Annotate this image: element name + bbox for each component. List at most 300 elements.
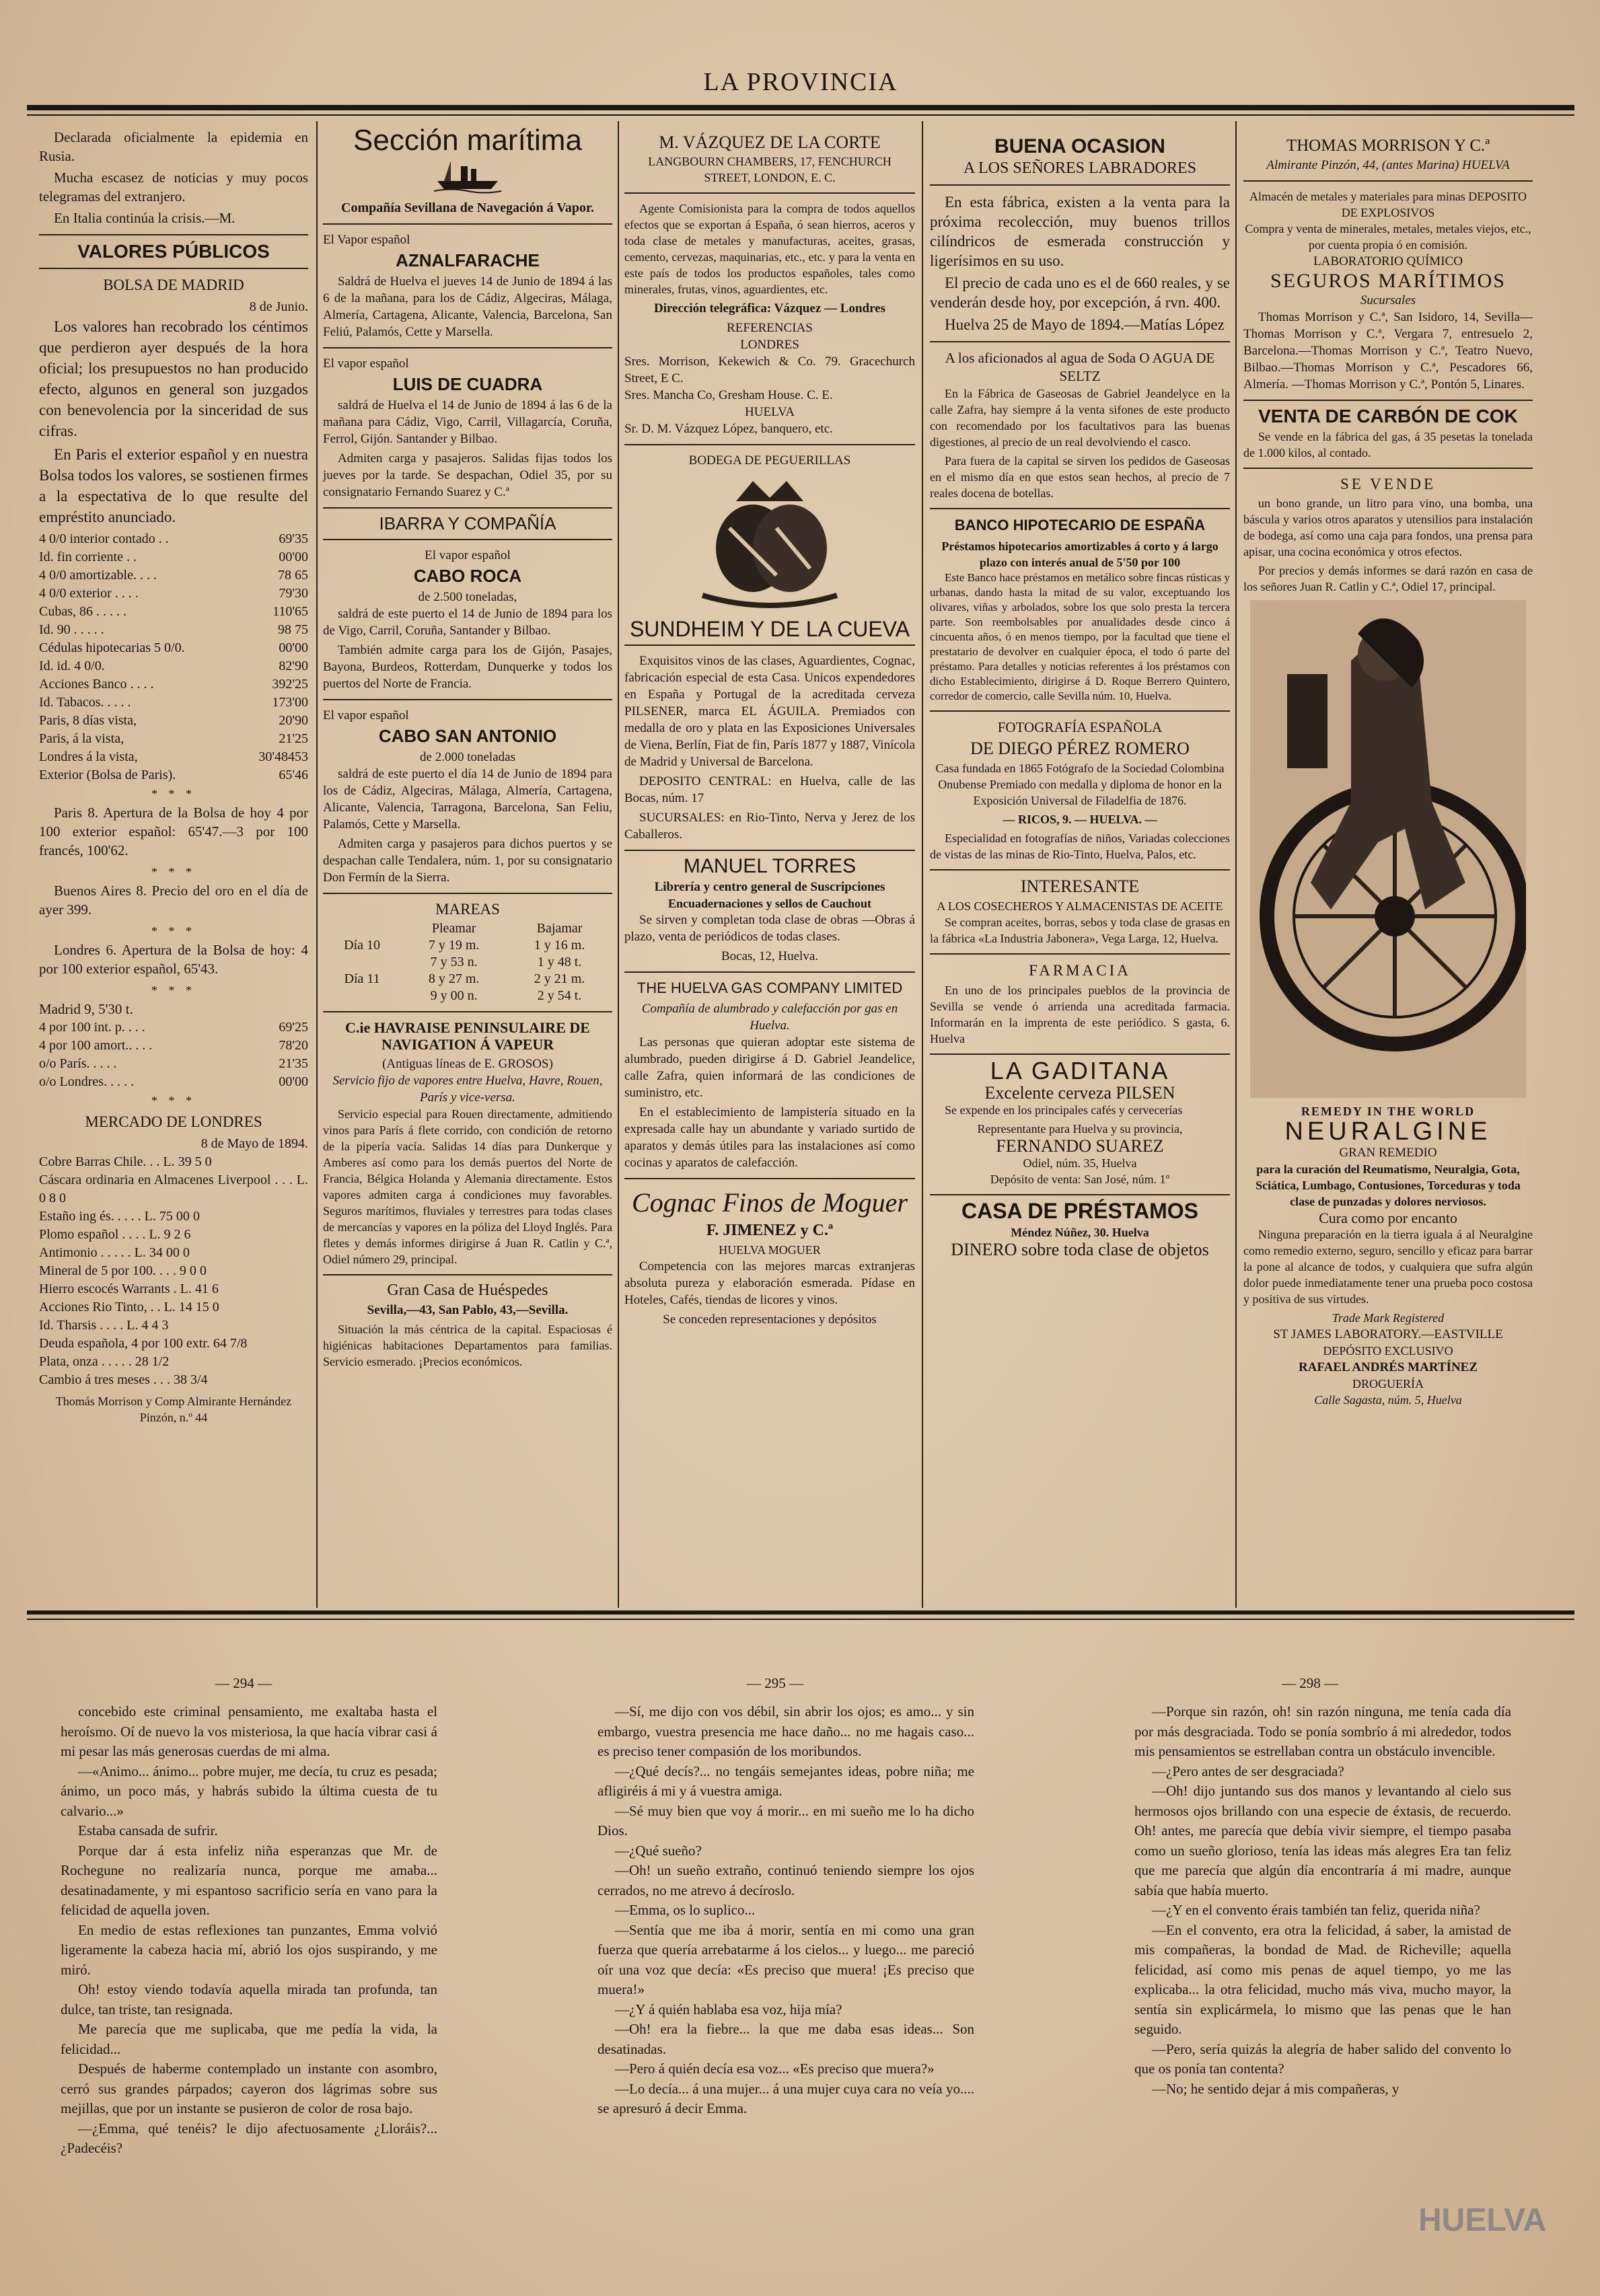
signature: Thomás Morrison y Comp Almirante Hernández Pinzón, n.º 44 xyxy=(55,1395,292,1424)
bodega-title: BODEGA DE PEGUERILLAS xyxy=(688,453,851,468)
folletin-paragraph: —Emma, os lo suplico... xyxy=(615,1902,756,1918)
madrid-quotes xyxy=(39,1019,308,1091)
havraise-text: Servicio especial para Rouen directamente, admitiendo vinos para París á flete corrido, con condición de retorno de la pipería vacía. Salidas 14 días para Dunkerque y Amberes así como para los demás puertos del Norte de Francia, Bélgica Holanda y Alemania directamente. Estos vapores admiten carga á condiciones muy favorables. Seguros marítimos, fluviales y terrestres para todas clases de mercancías y vapores en la póliza del Lloyd Inglés. Para fletes y demás informes dirigirse á Juan R. Catlin y C.ª, Odiel número 29, principal. xyxy=(323,1107,612,1266)
divider xyxy=(624,444,915,445)
divider xyxy=(930,508,1230,509)
quote-value: 00'00 xyxy=(279,640,308,655)
drogueria: DROGUERÍA xyxy=(1352,1377,1424,1391)
interesante-title: INTERESANTE xyxy=(1020,877,1140,896)
gaditana-deposito: Depósito de venta: San José, núm. 1º xyxy=(990,1173,1170,1186)
vazquez-text: Agente Comisionista para la compra de todos aquellos efectos que se exportan á España, ó sean hierros, aceros y toda clase de metales y manufacturas, aceites, grasas, cemento, cervezas, maquinarias, etc., etc. y para la venta en este país de todos los productos españoles, tales como minerales, frutas, vinos, aguardientes, etc. xyxy=(624,202,915,296)
ship-text: saldrá de Huelva el 14 de Junio de 1894 á las 6 de la mañana para Cádiz, Vigo, Carril, Villagarcía, Coruña, Ferrol, Gijón. Santander y Bilbao. xyxy=(323,398,612,446)
laboratorio-title: LABORATORIO QUÍMICO xyxy=(1313,254,1463,268)
havraise-italic: Servicio fijo de vapores entre Huelva, Havre, Rouen, París y vice-versa. xyxy=(332,1074,603,1105)
quote-label: Deuda española, 4 por 100 extr. 64 7/8 xyxy=(39,1336,248,1351)
torres-sub2: Encuadernaciones y sellos de Cauchout xyxy=(667,897,872,910)
folletin-paragraph: —¿Pero antes de ser desgraciada? xyxy=(1152,1763,1344,1779)
buenos-aires-quote: Buenos Aires 8. Precio del oro en el día de ayer 399. xyxy=(39,883,308,918)
cura-title: Cura como por encanto xyxy=(1319,1210,1457,1226)
quote-label: Cáscara ordinaria en Almacenes Liverpool . . . L. 0 8 0 xyxy=(39,1173,308,1206)
mareas-cell: 2 y 21 m. xyxy=(534,971,585,986)
folletin-paragraph: En medio de estas reflexiones tan punzantes, Emma volvió ligeramente la cabeza hacia mí, abrió los ojos suspirando, y me miró. xyxy=(61,1921,437,1978)
column-anuncios xyxy=(930,133,1230,1259)
ship-pre: El vapor español xyxy=(323,357,409,371)
divider xyxy=(1243,400,1533,401)
page-number: — 298 — xyxy=(1282,1675,1338,1691)
divider xyxy=(930,184,1230,186)
farmacia-text: En uno de los principales pueblos de la provincia de Sevilla se vende ó arrienda una acreditada farmacia. Informarán en la imprenta de este periódico. S gasta, 6. Huelva xyxy=(930,984,1230,1045)
quote-row xyxy=(39,1055,308,1073)
ship-text: Admiten carga y pasajeros. Salidas fijas todos los jueves por la tarde. Se despachan, Odiel 35, por su consignatario Fernando Suarez y C.ª xyxy=(323,451,612,499)
separator-stars: * * * xyxy=(151,984,196,997)
morrison-text: Almacén de metales y materiales para minas DEPOSITO DE EXPLOSIVOS xyxy=(1249,190,1527,219)
foto-addr: — RICOS, 9. — HUELVA. — xyxy=(1003,813,1157,826)
quote-label: Id. id. 4 0/0. xyxy=(39,659,105,673)
separator-stars: * * * xyxy=(151,924,196,938)
neuralgine-text: para la curación del Reumatismo, Neuralgia, Gota, Sciática, Lumbago, Contusiones, Torceduras y toda clase de punzadas y dolores nerviosos. xyxy=(1256,1162,1521,1208)
quote-label: Hierro escocés Warrants . L. 41 6 xyxy=(39,1282,219,1296)
quote-label: 4 0/0 amortizable. . . . xyxy=(39,568,157,583)
quote-value: 98 75 xyxy=(278,622,308,637)
divider xyxy=(323,539,612,540)
folletin-paragraph: concebido este criminal pensamiento, me exaltaba hasta el heroísmo. Oí de nuevo la vos misteriosa, la que hacía vibrar casi á mi pesar las más generosas cuerdas de mi alma. xyxy=(61,1703,437,1759)
sucursales-title: Sucursales xyxy=(1360,293,1416,307)
ship-text: También admite carga para los de Gijón, Pasajes, Bayona, Burdeos, Rotterdam, Dunquerke y todos los puertos del Norte de Francia. xyxy=(323,643,612,691)
foto-name: DE DIEGO PÉREZ ROMERO xyxy=(970,739,1190,758)
mareas-header: Pleamar xyxy=(431,921,476,936)
morrison-addr: Almirante Pinzón, 44, (antes Marina) HUELVA xyxy=(1266,158,1510,172)
folletin-paragraph: —«Animo... ánimo... pobre mujer, me decía, tu cruz es pesada; ánimo, un poco más, y habrás subido la última cuesta de tu calvario...» xyxy=(61,1763,437,1819)
jimenez-loc: HUELVA MOGUER xyxy=(719,1243,821,1257)
masthead-rule xyxy=(27,105,1574,110)
folletin-paragraph: Me parecía que me suplicaba, que me pedía la vida, la felicidad... xyxy=(61,2021,437,2057)
ship-pre: El Vapor español xyxy=(323,233,410,247)
quote-row xyxy=(39,1353,308,1371)
vazquez-telegr: Dirección telegráfica: Vázquez — Londres xyxy=(653,301,886,316)
divider xyxy=(39,268,308,269)
quote-label: Id. fin corriente . . xyxy=(39,550,137,564)
carbon-text: Se vende en la fábrica del gas, á 35 pesetas la tonelada de 1.000 kilos, al contado. xyxy=(1243,430,1533,459)
mareas-cell: 2 y 54 t. xyxy=(537,988,582,1003)
prestamos-title: CASA DE PRÉSTAMOS xyxy=(961,1199,1199,1223)
huespedes-title: Gran Casa de Huéspedes xyxy=(387,1282,548,1299)
quote-row xyxy=(39,1019,308,1037)
valores-title: VALORES PÚBLICOS xyxy=(77,241,270,262)
foto-text: Especialidad en fotografías de niños, Variadas colecciones de vistas de las minas de Rio-Tinto, Huelva, Palos, etc. xyxy=(930,831,1230,861)
column-rule xyxy=(316,121,318,1608)
vende-title: SE VENDE xyxy=(1340,476,1437,492)
news-line: En Italia continúa la crisis.—M. xyxy=(54,210,235,226)
quote-row xyxy=(39,1298,308,1317)
quote-label: Estaño ing és. . . . . L. 75 00 0 xyxy=(39,1209,200,1224)
soda-text: En la Fábrica de Gaseosas de Gabriel Jeandelyce en la calle Zafra, hay siempre á la venta sifones de este producto con recomendado por los facultativos para las buenas digestiones, al precio de un real devolviendo el casco. xyxy=(930,387,1230,449)
ref-line: Sres. Morrison, Kekewich & Co. 79. Gracechurch Street, E C. xyxy=(624,355,915,385)
quote-row xyxy=(39,675,308,694)
quote-value: 69'25 xyxy=(279,1020,308,1035)
page-number: — 294 — xyxy=(215,1675,272,1691)
folletin-paragraph: —Pero á quién decía esa voz... «Es preciso que muera?» xyxy=(615,2061,935,2077)
masthead-rule-thin xyxy=(27,114,1574,116)
sundheim-text: Exquisitos vinos de las clases, Aguardientes, Cognac, fabricación especial de esta Casa. Unicos expendedores en España y Portugal de la acreditada cerveza PILSENER, marca EL ÁGUILA. Premiados con medalla de oro y plata en las Exposiciones Universales de Viena, Berlín, Fiat de fin, París 1877 y 1887, Vinícola de Madrid y Universal de Barcelona. xyxy=(624,654,915,769)
havraise-title: C.ie HAVRAISE PENINSULAIRE DE NAVIGATION Á VAPEUR xyxy=(345,1019,590,1053)
steamship-icon xyxy=(431,154,505,194)
sucursales-text: Thomas Morrison y C.ª, San Isidoro, 14, Sevilla—Thomas Morrison y C.ª, Vergara 7, entresuelo 2, Barcelona.—Thomas Morrison y C.ª, Teatro Nuevo, Bilbao.—Thomas Morrison y C.ª, Pescadores 66, Almería. —Thomas Morrison y C.ª, Pontón 5, Linares. xyxy=(1243,310,1533,392)
folletin-column xyxy=(597,1702,974,2119)
quote-row xyxy=(39,1073,308,1091)
divider xyxy=(323,893,612,894)
section-title: Sección marítima xyxy=(353,124,582,157)
gas-title: THE HUELVA GAS COMPANY LIMITED xyxy=(637,979,903,996)
divider xyxy=(930,1053,1230,1055)
company-name: Compañía Sevillana de Navegación á Vapor. xyxy=(341,200,594,215)
column-valores xyxy=(39,128,308,1425)
quotes-table xyxy=(39,530,308,784)
buena-text: El precio de cada uno es el de 660 reales, y se venderán desde hoy, por excepción, á rvn. 400. xyxy=(930,274,1230,311)
divider xyxy=(624,192,915,194)
mareas-header: Bajamar xyxy=(536,921,583,936)
quote-label: o/o Londres. . . . . xyxy=(39,1074,135,1089)
column-morrison xyxy=(1243,135,1533,1408)
mercado-title: MERCADO DE LONDRES xyxy=(85,1113,262,1130)
ship-pre: El vapor español xyxy=(425,548,511,562)
gaditana-text: Se expende en los principales cafés y cervecerías xyxy=(945,1103,1183,1117)
foto-sub: Casa fundada en 1865 Fotógrafo de la Sociedad Colombina Onubense Premiado con medalla y diploma de honor en la Exposición Universal de Filadelfia de 1876. xyxy=(935,762,1225,807)
news-line: Declarada oficialmente la epidemia en Rusia. xyxy=(39,129,308,164)
quote-row xyxy=(39,766,308,784)
havraise-sub: (Antiguas líneas de E. GROSOS) xyxy=(382,1057,553,1071)
divider xyxy=(930,869,1230,871)
quote-label: o/o París. . . . . xyxy=(39,1056,117,1071)
news-line: Mucha escasez de noticias y muy pocos telegramas del extranjero. xyxy=(39,170,308,205)
archive-seal xyxy=(1418,2202,1566,2283)
quote-value: 30'48453 xyxy=(258,749,308,764)
folletin-paragraph: —Pero, sería quizás la alegría de haber salido del convento lo que os ponía tan contenta? xyxy=(1134,2040,1511,2077)
quote-row xyxy=(39,1280,308,1298)
quote-row xyxy=(39,639,308,657)
folletin-paragraph: —Porque sin razón, oh! sin razón ninguna, me tenía cada día por más desgraciada. Todo se ponía sombrío á mi alrededor, todos mis pensamientos se estrellaban contra un obstáculo invencible. xyxy=(1134,1703,1511,1759)
buena-title: BUENA OCASION xyxy=(994,135,1165,157)
trade-mark: Trade Mark Registered xyxy=(1332,1311,1445,1325)
quote-label: Id. Tharsis . . . . L. 4 4 3 xyxy=(39,1318,169,1333)
interesante-sub: A LOS COSECHEROS Y ALMACENISTAS DE ACEITE xyxy=(937,899,1223,913)
quote-row xyxy=(39,694,308,712)
ship-text: Saldrá de Huelva el jueves 14 de Junio de 1894 á las 6 de la mañana, para los de Cádiz, Algeciras, Málaga, Almería, Cartagena, Alicante, Valencia, Barcelona, San Feliú, Palamós, Cette y Marsella. xyxy=(323,274,612,339)
divider xyxy=(1243,468,1533,469)
ship-name: LUIS DE CUADRA xyxy=(392,374,543,394)
divider xyxy=(624,644,915,646)
quote-row xyxy=(39,603,308,621)
ref-city: LONDRES xyxy=(740,338,799,352)
gas-text: En el establecimiento de lampistería situado en la expresada calle hay un abundante y variado surtido de aparatos y demás útiles para las instalaciones así como cocinas y aparatos de calefacción. xyxy=(624,1105,915,1170)
ship-text: saldrá de este puerto el 14 de Junio de 1894 para los de Vigo, Carril, Coruña, Santander y Bilbao. xyxy=(323,607,612,638)
divider xyxy=(930,1194,1230,1195)
deposito-exclusivo: DEPÓSITO EXCLUSIVO xyxy=(1323,1344,1453,1358)
folletin-paragraph: —¿Y á quién hablaba esa voz, hija mía? xyxy=(615,2001,842,2017)
quote-label: Acciones Banco . . . . xyxy=(39,677,154,692)
paris-quote: Paris 8. Apertura de la Bolsa de hoy 4 por 100 exterior español: 65'47.—3 por 100 francés, 100'62. xyxy=(39,805,308,858)
quote-value: 392'25 xyxy=(272,677,308,692)
separator-stars: * * * xyxy=(151,865,196,879)
folletin-paragraph: —Sí, me dijo con vos débil, sin abrir los ojos; es amo... y sin embargo, vuestra presencia me hace daño... no me hagais caso... es preciso tener compasión de los moribundos. xyxy=(597,1703,974,1759)
folletin-paragraph: Oh! estoy viendo todavía aquella mirada tan profunda, tan dulce, tan triste, tan resignada. xyxy=(61,1981,437,2017)
ref-line: Sres. Mancha Co, Gresham House. C. E. xyxy=(624,388,833,402)
page-number: — 295 — xyxy=(747,1675,803,1691)
mareas-title: MAREAS xyxy=(435,901,500,918)
folletin-paragraph: —¿Emma, qué tenéis? le dijo afectuosamente ¿Lloráis?... ¿Padecéis? xyxy=(61,2120,437,2156)
mareas-cell: 1 y 48 t. xyxy=(537,955,582,969)
divider xyxy=(930,953,1230,955)
quote-value: 173'00 xyxy=(272,695,308,710)
mareas-cell: 9 y 00 n. xyxy=(430,988,478,1003)
torres-title: MANUEL TORRES xyxy=(683,855,857,877)
prestamos-addr: Méndez Núñez, 30. Huelva xyxy=(1011,1226,1149,1239)
folletin-paragraph: —¿Qué decís?... no tengáis semejantes ideas, pobre niña; me afligiréis á mi y á vuestra amiga. xyxy=(597,1763,974,1799)
vende-text: Por precios y demás informes se dará razón en casa de los señores Juan R. Catlin y C.ª, Odiel 17, principal. xyxy=(1243,564,1533,593)
mareas-cell: 1 y 16 m. xyxy=(534,938,585,953)
sundheim-sucursales: SUCURSALES: en Rio-Tinto, Nerva y Jerez de los Caballeros. xyxy=(624,811,915,842)
quote-row xyxy=(39,1371,308,1389)
quote-row xyxy=(39,1262,308,1280)
quote-row xyxy=(39,1171,308,1208)
mareas-cell: Día 10 xyxy=(344,938,381,953)
ibarra-title: IBARRA Y COMPAÑÍA xyxy=(379,513,556,533)
folletin-paragraph: —Lo decía... á una mujer... á una mujer cuya cara no veía yo.... se apresuró á decir Emma. xyxy=(597,2080,974,2116)
quote-label: 4 por 100 amort.. . . . xyxy=(39,1038,153,1053)
quote-value: 78 65 xyxy=(278,568,308,583)
column-rule xyxy=(618,121,619,1608)
quote-label: Id. 90 . . . . . xyxy=(39,622,104,637)
morrison-text2: Compra y venta de minerales, metales, metales viejos, etc., xyxy=(1245,222,1531,235)
bolsa-date: 8 de Junio. xyxy=(249,299,308,314)
ship-tons: de 2.000 toneladas xyxy=(420,750,515,764)
quote-row xyxy=(39,1153,308,1171)
mareas-cell: 7 y 53 n. xyxy=(430,955,478,969)
quote-value: 78'20 xyxy=(279,1038,308,1053)
divider xyxy=(624,850,915,851)
gaditana-title: LA GADITANA xyxy=(990,1057,1170,1084)
quote-value: 21'35 xyxy=(279,1056,308,1071)
prestamos-text: DINERO sobre toda clase de objetos xyxy=(951,1240,1209,1259)
morrison-text3: por cuenta propia ó en comisión. xyxy=(1309,238,1467,252)
gaditana-addr: Odiel, núm. 35, Huelva xyxy=(1023,1156,1137,1170)
morrison-title: THOMAS MORRISON Y C.ª xyxy=(1286,137,1490,155)
quote-label: Exterior (Bolsa de Paris). xyxy=(39,768,176,782)
gas-sub: Compañía de alumbrado y calefacción por gas en Huelva. xyxy=(641,1002,898,1033)
quote-row xyxy=(39,748,308,766)
rafael-addr: Calle Sagasta, núm. 5, Huelva xyxy=(1314,1393,1462,1407)
quote-value: 69'35 xyxy=(279,531,308,546)
quote-label: Paris, á la vista, xyxy=(39,731,124,746)
quote-label: Acciones Rio Tinto, . . L. 14 15 0 xyxy=(39,1300,219,1314)
quote-label: Cambio á tres meses . . . 38 3/4 xyxy=(39,1372,208,1387)
banco-title: BANCO HIPOTECARIO DE ESPAÑA xyxy=(954,517,1206,533)
ref-title: REFERENCIAS xyxy=(727,321,813,335)
folletin-rule-thin xyxy=(27,1619,1574,1620)
separator-stars: * * * xyxy=(151,1094,196,1107)
divider xyxy=(323,1011,612,1012)
vazquez-addr: LANGBOURN CHAMBERS, 17, FENCHURCH STREET, LONDON, E. C. xyxy=(648,155,892,184)
folletin-paragraph: —Oh! dijo juntando sus dos manos y levantando al cielo sus hermosos ojos brillando con una especie de éxtasis, de recuerdo. Oh! antes, me parecía que debía vivir siempre, el tiempo pasaba como un sueño glorioso, tenía las ideas más alegres Era tan feliz que me parecía que algún día encontraría á mi madre, aunque sabía que había muerto. xyxy=(1134,1783,1511,1898)
foto-title: FOTOGRAFÍA ESPAÑOLA xyxy=(997,719,1163,735)
folletin-paragraph: —Oh! era la fiebre... la que me daba esas ideas... Son desatinadas. xyxy=(597,2021,974,2057)
ship-pre: El vapor español xyxy=(323,708,409,723)
wheel-text: REMEDY IN THE WORLD xyxy=(1301,1105,1476,1118)
quote-label: Cédulas hipotecarias 5 0/0. xyxy=(39,640,185,655)
ship-tons: de 2.500 toneladas, xyxy=(418,590,517,604)
gaditana-rep: Representante para Huelva y su provincia, xyxy=(977,1122,1183,1136)
bolsa-title: BOLSA DE MADRID xyxy=(103,276,244,293)
quote-row xyxy=(39,585,308,603)
folletin-paragraph: —Sé muy bien que voy á morir... en mi sueño me lo ha dicho Dios. xyxy=(597,1802,974,1839)
quote-label: Cubas, 86 . . . . . xyxy=(39,604,126,619)
folletin-paragraph: Estaba cansada de sufrir. xyxy=(78,1822,218,1839)
mareas-table xyxy=(323,920,612,1004)
mareas-cell xyxy=(323,954,401,971)
quote-label: 4 0/0 exterior . . . . xyxy=(39,586,139,601)
soda-title: A los aficionados al agua de Soda O AGUA DE SELTZ xyxy=(945,350,1215,384)
separator-stars: * * * xyxy=(151,787,196,801)
seguros-title: SEGUROS MARÍTIMOS xyxy=(1270,270,1506,292)
folletin-paragraph: Después de haberme contemplado un instante con asombro, cerró sus grandes párpados; cayeron dos lágrimas sobre sus mejillas, que por un instante se pusieron de color de rosa bajo. xyxy=(61,2061,437,2116)
bolsa-text: Los valores han recobrado los céntimos que perdieron ayer después de la hora oficial; los presupuestos no han producido efecto, algunos en general son juzgados con benevolencia por la sinceridad de sus cifras. xyxy=(39,318,308,439)
quote-label: 4 0/0 interior contado . . xyxy=(39,531,169,546)
quote-label: 4 por 100 int. p. . . . xyxy=(39,1020,145,1035)
gaditana-sub: Excelente cerveza PILSEN xyxy=(984,1083,1175,1103)
quote-label: Antimonio . . . . . L. 34 00 0 xyxy=(39,1245,190,1260)
mercado-date: 8 de Mayo de 1894. xyxy=(201,1136,308,1151)
ship-name: CABO ROCA xyxy=(413,566,522,586)
mareas-cell: 7 y 19 m. xyxy=(428,938,480,953)
folletin-paragraph: Porque dar á esta infeliz niña esperanzas que Mr. de Rochegune no realizaría nunca, porque me amaba... desatinadamente, y mi espantoso sacrificio sería en vano para la felicidad de aquella joven. xyxy=(61,1842,437,1918)
mareas-cell xyxy=(323,988,401,1004)
neuralgine-text2: Ninguna preparación en la tierra iguala á al Neuralgine como remedio externo, seguro, sencillo y eficaz para barrar la pone al alcance de todos, y cualquiera que sufra algún dolor puede inmediatamente tener una prueba poco costosa y positiva de sus virtudes. xyxy=(1243,1228,1533,1306)
divider xyxy=(930,710,1230,712)
gaditana-name: FERNANDO SUAREZ xyxy=(996,1136,1164,1156)
column-maritima xyxy=(323,124,612,1372)
quote-row xyxy=(39,1317,308,1335)
madrid-title: Madrid 9, 5'30 t. xyxy=(39,1001,133,1017)
quote-value: 65'46 xyxy=(279,768,308,782)
ship-name: AZNALFARACHE xyxy=(396,250,540,270)
quote-label: Cobre Barras Chile. . . L. 39 5 0 xyxy=(39,1154,212,1169)
divider xyxy=(930,341,1230,342)
mareas-header xyxy=(323,920,401,937)
divider xyxy=(323,699,612,700)
quote-row xyxy=(39,1037,308,1055)
folletin-paragraph: —No; he sentido dejar á mis compañeras, y xyxy=(1152,2080,1399,2097)
torres-addr: Bocas, 12, Huelva. xyxy=(721,949,819,963)
quote-label: Mineral de 5 por 100. . . . 9 0 0 xyxy=(39,1263,207,1278)
banco-sub: Préstamos hipotecarios amortizables á corto y á largo plazo con interés anual de 5'50 por 100 xyxy=(941,540,1219,569)
quote-label: Id. Tabacos. . . . . xyxy=(39,695,131,710)
column-comercio xyxy=(624,131,915,1328)
divider xyxy=(1243,180,1533,182)
ship-name: CABO SAN ANTONIO xyxy=(378,726,557,746)
folletin-column xyxy=(1134,1702,1511,2099)
divider xyxy=(624,971,915,973)
folletin-paragraph: —Oh! un sueño extraño, continuó teniendo siempre los ojos cerrados, no me atrevo á decíroslo. xyxy=(597,1862,974,1898)
folletin-paragraph: —Sentía que me iba á morir, sentía en mi como una gran fuerza que quería arrebatarme á los cielos... y luego... me pareció oír una voz que decía: «Es preciso que muera! ¡Es preciso que muera!» xyxy=(597,1921,974,1997)
quote-label: Plomo español . . . . L. 9 2 6 xyxy=(39,1227,191,1242)
divider xyxy=(323,347,612,348)
quote-label: Paris, 8 días vista, xyxy=(39,713,137,728)
quote-row xyxy=(39,1226,308,1244)
neuralgine-title: NEURALGINE xyxy=(1284,1117,1492,1146)
divider xyxy=(323,507,612,509)
folletin-column xyxy=(61,1702,437,2159)
divider xyxy=(323,223,612,225)
farmacia-title: FARMACIA xyxy=(1029,962,1131,979)
buena-sub: A LOS SEÑORES LABRADORES xyxy=(963,159,1197,177)
column-rule xyxy=(922,121,923,1608)
folletin-paragraph: —¿Qué sueño? xyxy=(615,1842,702,1859)
sundheim-deposito: DEPOSITO CENTRAL: en Huelva, calle de las Bocas, núm. 17 xyxy=(624,774,915,805)
quote-label: Plata, onza . . . . . 28 1/2 xyxy=(39,1354,170,1369)
quote-value: 110'65 xyxy=(272,604,308,619)
sundheim-title: SUNDHEIM Y DE LA CUEVA xyxy=(629,617,910,641)
jimenez-end: Se conceden representaciones y depósitos xyxy=(663,1312,877,1327)
quote-value: 00'00 xyxy=(279,1074,308,1089)
ship-text: Admiten carga y pasajeros para dichos puertos y se despachan calle Tendalera, núm. 1, por su consignatario Don Fermín de la Sierra. xyxy=(323,837,612,885)
carbon-title: VENTA DE CARBÓN DE COK xyxy=(1258,406,1518,427)
quote-row xyxy=(39,1208,308,1226)
ref-city: HUELVA xyxy=(745,405,795,419)
mareas-cell: 8 y 27 m. xyxy=(428,971,480,986)
soda-text: Para fuera de la capital se sirven los pedidos de Gaseosas en el mismo día en que estos sean hechos, al precio de 7 reales docena de botellas. xyxy=(930,454,1230,500)
buena-text: En esta fábrica, existen a la venta para la próxima recolección, muy buenos trillos cilíndricos de esmerada construcción y ligerísimos en su uso. xyxy=(930,194,1230,269)
quote-row xyxy=(39,657,308,675)
column-rule xyxy=(1235,121,1237,1608)
quote-value: 79'30 xyxy=(279,586,308,601)
neuralgine-illustration-icon xyxy=(1250,600,1526,1098)
quote-value: 00'00 xyxy=(279,550,308,564)
torres-sub: Librería y centro general de Suscripciones xyxy=(654,880,885,894)
quote-row xyxy=(39,621,308,639)
interesante-text: Se compran aceites, borras, sebos y toda clase de grasas en la fábrica «La Industria Jabonera», Vega Larga, 12, Huelva. xyxy=(930,916,1230,945)
quote-value: 82'90 xyxy=(279,659,308,673)
jimenez-text: Competencia con las mejores marcas extranjeras absoluta pureza y elaboración esmerada. Pídase en Hoteles, Cafés, tiendas de licores y vinos. xyxy=(624,1259,915,1307)
folletin-paragraph: —En el convento, era otra la felicidad, á saber, la amistad de mis compañeras, la bondad de Mad. de Richeville; aquella felicidad, así como mis penas de aquel tiempo, yo me las explicaba... la otra felicidad, mucho más viva, mucho mayor, la sentía sin explicármela, lo mismo que las penas que le han seguido. xyxy=(1134,1921,1511,2037)
mercado-quotes xyxy=(39,1153,308,1389)
torres-text: Se sirven y completan toda clase de obras —Obras á plazo, venta de periódicos de todas clases. xyxy=(624,913,915,944)
buena-date: Huelva 25 de Mayo de 1894.—Matías López xyxy=(945,316,1225,333)
vende-text: un bono grande, un litro para vino, una bomba, una báscula y varios otros aparatos y utensilios para instalación de bodega, así como una caja para fondos, una prensa para apisar, una cocina económica y otros efectos. xyxy=(1243,496,1533,558)
folletin-rule xyxy=(27,1610,1574,1615)
rafael-name: RAFAEL ANDRÉS MARTÍNEZ xyxy=(1298,1360,1478,1374)
ref-line: Sr. D. M. Vázquez López, banquero, etc. xyxy=(624,422,833,436)
seal-text: HUELVA xyxy=(1418,2202,1547,2238)
st-james: ST JAMES LABORATORY.—EASTVILLE xyxy=(1273,1327,1503,1341)
banco-text: Este Banco hace préstamos en metálico sobre fincas rústicas y urbanas, dando hasta la mitad de su valor, exceptuando los olivares, viñas y arbolados, sobre los que solo presta la tercera parte. Son reembolsables por anualidades desde cinco á cincuenta años, ó en menos tiempo, por la facultad que tiene el prestatario de devolver en cualquier época, el todo ó parte del préstamo. Para detalles y noticias referentes á los préstamos con dicho Establecimiento, dirigirse á D. Roque Berrero Quintero, corredor de comercio, calle Sevilla núm. 10, Huelva. xyxy=(930,571,1230,702)
mareas-cell: Día 11 xyxy=(344,971,380,986)
huespedes-addr: Sevilla,—43, San Pablo, 43,—Sevilla. xyxy=(367,1303,569,1317)
divider xyxy=(624,1178,915,1179)
quote-label: Londres á la vista, xyxy=(39,749,138,764)
ship-text: saldrá de este puerto el día 14 de Junio de 1894 para los de Cádiz, Algeciras, Málaga, Almería, Cartagena, Alicante, Valencia, Tarragona, Barcelona, San Feliu, Palamós, Cette y Marsella. xyxy=(323,767,612,831)
quote-value: 21'25 xyxy=(279,731,308,746)
masthead-title: LA PROVINCIA xyxy=(703,68,898,96)
gas-text: Las personas que quieran adoptar este sistema de alumbrado, pueden dirigirse á D. Gabriel Jeandelice, calle Zafra, quien informará de las condiciones de suministro, etc. xyxy=(624,1035,915,1100)
folletin-paragraph: —¿Y en el convento érais también tan feliz, querida niña? xyxy=(1152,1902,1480,1918)
cognac-logo: Cognac Finos de Moguer xyxy=(632,1187,908,1218)
londres-quote: Londres 6. Apertura de la Bolsa de hoy: 4 por 100 exterior español, 65'43. xyxy=(39,942,308,977)
quote-value: 20'90 xyxy=(279,713,308,728)
coat-of-arms-icon xyxy=(689,474,850,616)
vazquez-title: M. VÁZQUEZ DE LA CORTE xyxy=(659,133,881,152)
quote-row xyxy=(39,566,308,585)
neuralgine-sub: GRAN REMEDIO xyxy=(1339,1146,1437,1160)
jimenez-title: F. JIMENEZ y C.ª xyxy=(706,1222,834,1239)
